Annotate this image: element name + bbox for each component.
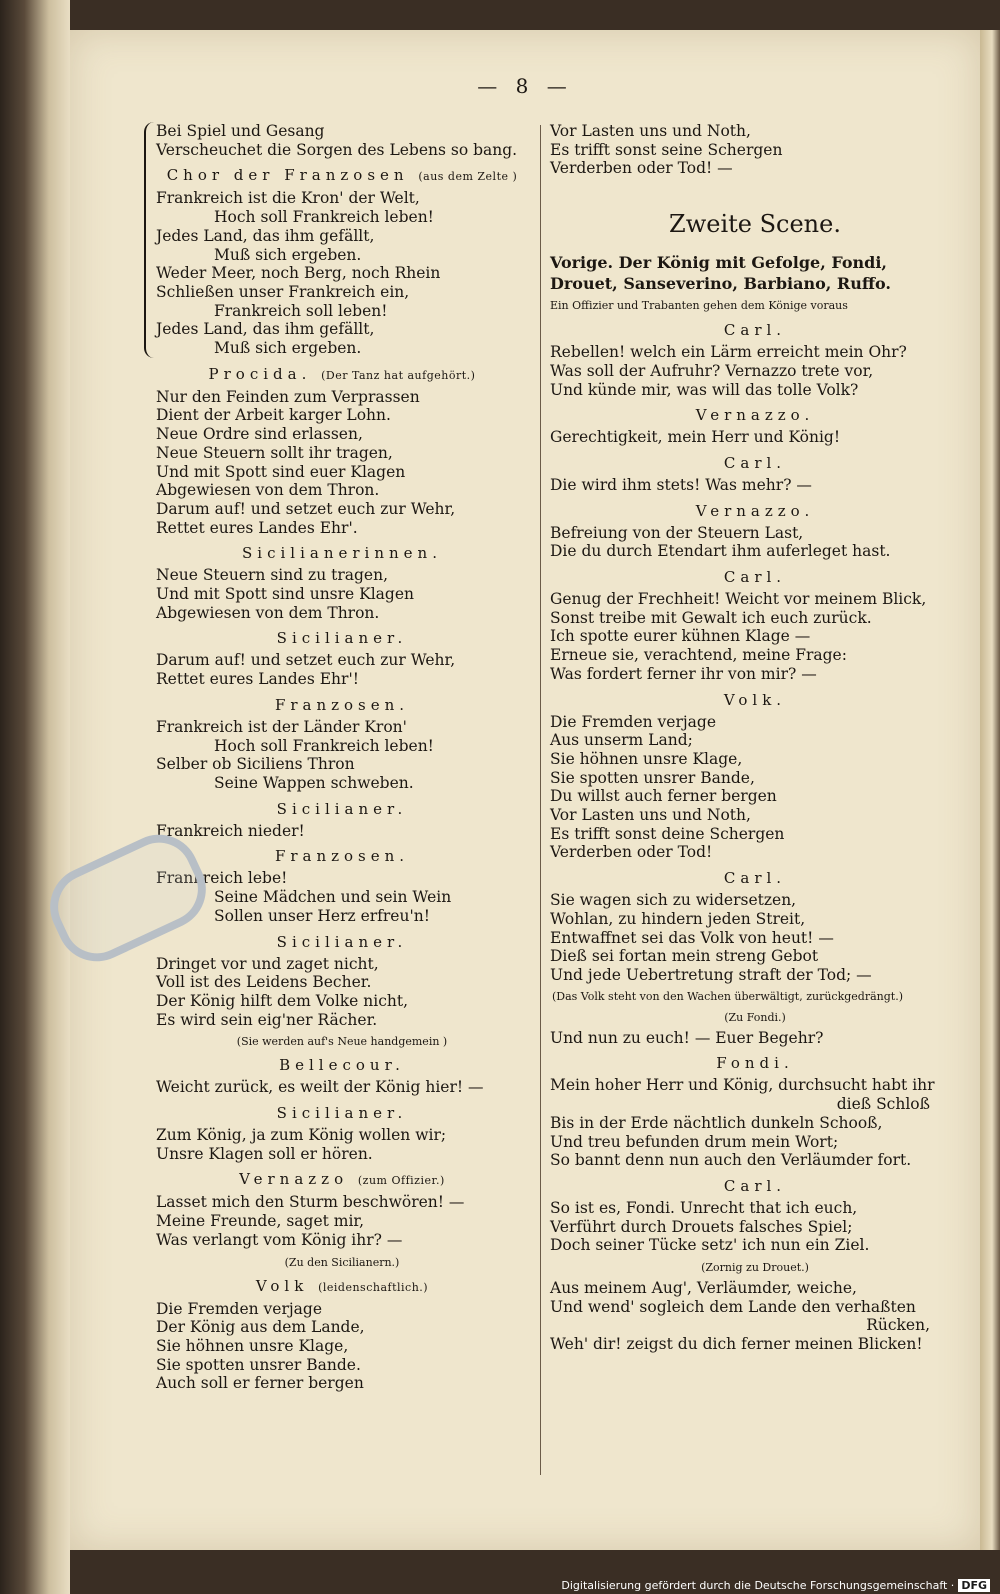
page-number: — 8 — xyxy=(477,74,573,98)
verse-line: Genug der Frechheit! Weicht vor meinem Blick, xyxy=(550,590,927,609)
verse-line: Und mit Spott sind euer Klagen xyxy=(156,462,406,481)
speaker-label: Volk (leidenschaftlich.) xyxy=(255,1276,429,1295)
character-list: Vorige. Der König mit Gefolge, Fondi, xyxy=(550,253,887,273)
verse-line: Weicht zurück, es weilt der König hier! — xyxy=(156,1078,484,1097)
stage-direction: (Das Volk steht von den Wachen überwältigt, zurückgedrängt.) xyxy=(552,989,903,1003)
speaker-label: Bellecour. xyxy=(279,1056,405,1075)
verse-line: Weh' dir! zeigst du dich ferner meinen Blicken! xyxy=(550,1335,923,1354)
verse-line: Sie wagen sich zu widersetzen, xyxy=(550,891,797,910)
verse-line: Frankreich lebe! xyxy=(156,869,288,888)
verse-line: So bannt denn nun auch den Verläumder fort. xyxy=(550,1151,912,1170)
verse-line: Vor Lasten uns und Noth, xyxy=(550,122,751,140)
sicilianer-verse xyxy=(156,822,528,841)
verse-line: Dieß sei fortan mein streng Gebot xyxy=(550,947,819,966)
verse-line: Schließen unser Frankreich ein, xyxy=(156,282,410,301)
speaker-label: Chor der Franzosen (aus dem Zelte ) xyxy=(166,166,518,185)
verse-line: Verscheuchet die Sorgen des Lebens so bang. xyxy=(156,140,518,159)
sicilianer-verse xyxy=(156,1126,528,1163)
carl-verse xyxy=(550,1199,960,1255)
fondi-verse xyxy=(550,1114,960,1170)
verse-line: Dringet vor und zaget nicht, xyxy=(156,954,379,973)
verse-line: Rebellen! welch ein Lärm erreicht mein Ohr? xyxy=(550,343,907,362)
verse-line: Gerechtigkeit, mein Herr und König! xyxy=(550,428,841,447)
verse-line: Selber ob Siciliens Thron xyxy=(156,755,355,774)
column-divider xyxy=(540,125,541,1475)
speaker-label: Vernazzo (zum Offizier.) xyxy=(239,1170,445,1189)
verse-line: Neue Steuern sind zu tragen, xyxy=(156,566,389,585)
speaker-label: Franzosen. xyxy=(274,695,410,714)
verse-line: Hoch soll Frankreich leben! xyxy=(214,208,434,227)
verse-line: So ist es, Fondi. Unrecht that ich euch, xyxy=(550,1198,858,1217)
verse-line: Abgewiesen von dem Thron. xyxy=(156,481,380,500)
verse-line: Die wird ihm stets! Was mehr? — xyxy=(550,475,812,494)
speaker-label: Sicilianer. xyxy=(276,1104,408,1123)
verse-line: Meine Freunde, saget mir, xyxy=(156,1212,365,1231)
stage-direction: (Zu den Sicilianern.) xyxy=(284,1255,400,1269)
speaker-label: Procida. (Der Tanz hat aufgehört.) xyxy=(208,364,476,383)
stage-direction: (Zornig zu Drouet.) xyxy=(701,1261,809,1275)
vernazzo-verse xyxy=(550,428,960,447)
verse-line: Es trifft sonst deine Schergen xyxy=(550,824,785,843)
verse-line: Nur den Feinden zum Verprassen xyxy=(156,387,420,406)
speaker-label: Sicilianer. xyxy=(276,932,408,951)
scene-title: Zweite Scene. xyxy=(669,210,841,239)
opening-verse xyxy=(156,122,528,159)
book-page xyxy=(70,30,980,1550)
verse-line: Rettet eures Landes Ehr'! xyxy=(156,670,359,689)
verse-line: Seine Wappen schweben. xyxy=(214,773,414,792)
speaker-label: Carl. xyxy=(723,869,787,888)
verse-line: Ich spotte eurer kühnen Klage — xyxy=(550,627,811,646)
verse-line: Der König aus dem Lande, xyxy=(156,1318,365,1337)
stage-direction: (Zu Fondi.) xyxy=(724,1010,786,1024)
verse-line: Erneue sie, verachtend, meine Frage: xyxy=(550,646,847,665)
verse-line: Und künde mir, was will das tolle Volk? xyxy=(550,380,859,399)
verse-line: Verderben oder Tod! xyxy=(550,843,713,862)
verse-line: Hoch soll Frankreich leben! xyxy=(214,736,434,755)
verse-line: Aus unserm Land; xyxy=(550,731,693,750)
verse-line: Darum auf! und setzet euch zur Wehr, xyxy=(156,651,456,670)
verse-line: Neue Steuern sollt ihr tragen, xyxy=(156,443,393,462)
verse-line: Der König hilft dem Volke nicht, xyxy=(156,991,409,1010)
verse-line: Sie höhnen unsre Klage, xyxy=(156,1336,349,1355)
verse-line: Zum König, ja zum König wollen wir; xyxy=(156,1126,447,1145)
volk-verse-continued xyxy=(550,122,960,178)
verse-line: Wohlan, zu hindern jeden Streit, xyxy=(550,909,806,928)
speaker-label: Sicilianer. xyxy=(276,799,408,818)
verse-line: Sie höhnen unsre Klage, xyxy=(550,749,743,768)
vernazzo-verse xyxy=(156,1193,528,1249)
speaker-label: Fondi. xyxy=(716,1054,794,1073)
verse-line: Jedes Land, das ihm gefällt, xyxy=(156,226,375,245)
carl-verse xyxy=(550,590,960,684)
carl-verse xyxy=(550,891,960,985)
verse-line: Und mit Spott sind unsre Klagen xyxy=(156,585,414,604)
sicilianer-verse xyxy=(156,955,528,1030)
verse-line: Frankreich soll leben! xyxy=(214,301,388,320)
vernazzo-verse xyxy=(550,524,960,561)
speaker-label: Vernazzo. xyxy=(695,501,815,520)
verse-line: Rettet eures Landes Ehr'. xyxy=(156,518,358,537)
verse-line: Abgewiesen von dem Thron. xyxy=(156,603,380,622)
verse-line: Was fordert ferner ihr von mir? — xyxy=(550,664,817,683)
speaker-label: Carl. xyxy=(723,1176,787,1195)
verse-line: Und nun zu euch! — Euer Begehr? xyxy=(550,1028,824,1047)
verse-line: Darum auf! und setzet euch zur Wehr, xyxy=(156,499,456,518)
dfg-logo: DFG xyxy=(958,1579,990,1592)
book-gutter xyxy=(0,0,70,1594)
verse-line: Weder Meer, noch Berg, noch Rhein xyxy=(156,264,441,283)
verse-line: Die Fremden verjage xyxy=(156,1299,323,1318)
sicilianerinnen-verse xyxy=(156,566,528,622)
carl-verse xyxy=(550,476,960,495)
verse-line: Die Fremden verjage xyxy=(550,712,717,731)
right-column xyxy=(550,122,960,1354)
bellecour-verse xyxy=(156,1078,528,1097)
character-list: Drouet, Sanseverino, Barbiano, Ruffo. xyxy=(550,274,891,294)
franzosen-verse xyxy=(156,869,528,925)
verse-line: Und wend' sogleich dem Lande den verhaßten xyxy=(550,1297,916,1316)
verse-line: Und treu befunden drum mein Wort; xyxy=(550,1132,839,1151)
footer-credit: Digitalisierung gefördert durch die Deutsche Forschungsgemeinschaft · DFG xyxy=(561,1579,990,1592)
speaker-label: Volk. xyxy=(723,690,787,709)
carl-verse xyxy=(550,343,960,399)
verse-line: Lasset mich den Sturm beschwören! — xyxy=(156,1193,465,1212)
verse-line: Rücken, xyxy=(866,1316,930,1335)
volk-verse xyxy=(156,1300,528,1394)
verse-line: Dient der Arbeit karger Lohn. xyxy=(156,406,391,425)
speaker-label: Sicilianer. xyxy=(276,629,408,648)
verse-line: Voll ist des Leidens Becher. xyxy=(156,973,372,992)
verse-line: dieß Schloß xyxy=(836,1095,930,1114)
verse-line: Sonst treibe mit Gewalt ich euch zurück. xyxy=(550,608,872,627)
procida-verse xyxy=(156,388,528,538)
verse-line: Und jede Uebertretung straft der Tod; — xyxy=(550,965,872,984)
verse-line: Es trifft sonst seine Schergen xyxy=(550,140,783,159)
verse-line: Verderben oder Tod! — xyxy=(550,159,733,178)
chorus-brace xyxy=(144,122,528,358)
verse-line: Frankreich nieder! xyxy=(156,821,305,840)
chorus-verse xyxy=(156,189,528,357)
verse-line: Die du durch Etendart ihm auferleget hast. xyxy=(550,542,891,561)
franzosen-verse xyxy=(156,718,528,793)
verse-line: Auch soll er ferner bergen xyxy=(156,1374,364,1393)
verse-line: Du willst auch ferner bergen xyxy=(550,787,777,806)
speaker-label: Franzosen. xyxy=(274,847,410,866)
sicilianer-verse xyxy=(156,651,528,688)
verse-line: Doch seiner Tücke setz' ich nun ein Ziel. xyxy=(550,1236,870,1255)
verse-line: Sie spotten unsrer Bande, xyxy=(550,768,755,787)
verse-line: Mein hoher Herr und König, durchsucht habt ihr xyxy=(550,1076,935,1095)
verse-line: Neue Ordre sind erlassen, xyxy=(156,425,363,444)
verse-line: Frankreich ist die Kron' der Welt, xyxy=(156,189,420,208)
speaker-label: Vernazzo. xyxy=(695,406,815,425)
verse-line: Bei Spiel und Gesang xyxy=(156,122,325,140)
carl-verse xyxy=(550,1279,960,1316)
verse-line: Vor Lasten uns und Noth, xyxy=(550,806,751,825)
verse-line: Bis in der Erde nächtlich dunkeln Schooß, xyxy=(550,1113,883,1132)
verse-line: Befreiung von der Steuern Last, xyxy=(550,523,804,542)
verse-line: Was verlangt vom König ihr? — xyxy=(156,1230,403,1249)
verse-line: Sollen unser Herz erfreu'n! xyxy=(214,906,430,925)
speaker-label: Sicilianerinnen. xyxy=(242,544,442,563)
stage-direction: Ein Offizier und Trabanten gehen dem Könige voraus xyxy=(550,299,848,313)
speaker-label: Carl. xyxy=(723,321,787,340)
verse-line: Verführt durch Drouets falsches Spiel; xyxy=(550,1217,853,1236)
verse-line: Aus meinem Aug', Verläumder, weiche, xyxy=(550,1279,857,1298)
speaker-label: Carl. xyxy=(723,568,787,587)
verse-line: Muß sich ergeben. xyxy=(214,245,362,264)
next-page-edge xyxy=(980,30,1000,1550)
verse-line: Muß sich ergeben. xyxy=(214,339,362,358)
verse-line: Seine Mädchen und sein Wein xyxy=(214,888,452,907)
volk-verse xyxy=(550,713,960,863)
verse-line: Es wird sein eig'ner Rächer. xyxy=(156,1010,378,1029)
speaker-label: Carl. xyxy=(723,453,787,472)
verse-line: Entwaffnet sei das Volk von heut! — xyxy=(550,928,834,947)
stage-direction: (Sie werden auf's Neue handgemein ) xyxy=(236,1035,448,1049)
verse-line: Jedes Land, das ihm gefällt, xyxy=(156,320,375,339)
left-column xyxy=(156,122,528,1393)
verse-line: Unsre Klagen soll er hören. xyxy=(156,1144,373,1163)
verse-line: Was soll der Aufruhr? Vernazzo trete vor, xyxy=(550,361,874,380)
verse-line: Sie spotten unsrer Bande. xyxy=(156,1355,361,1374)
verse-line: Frankreich ist der Länder Kron' xyxy=(156,717,407,736)
